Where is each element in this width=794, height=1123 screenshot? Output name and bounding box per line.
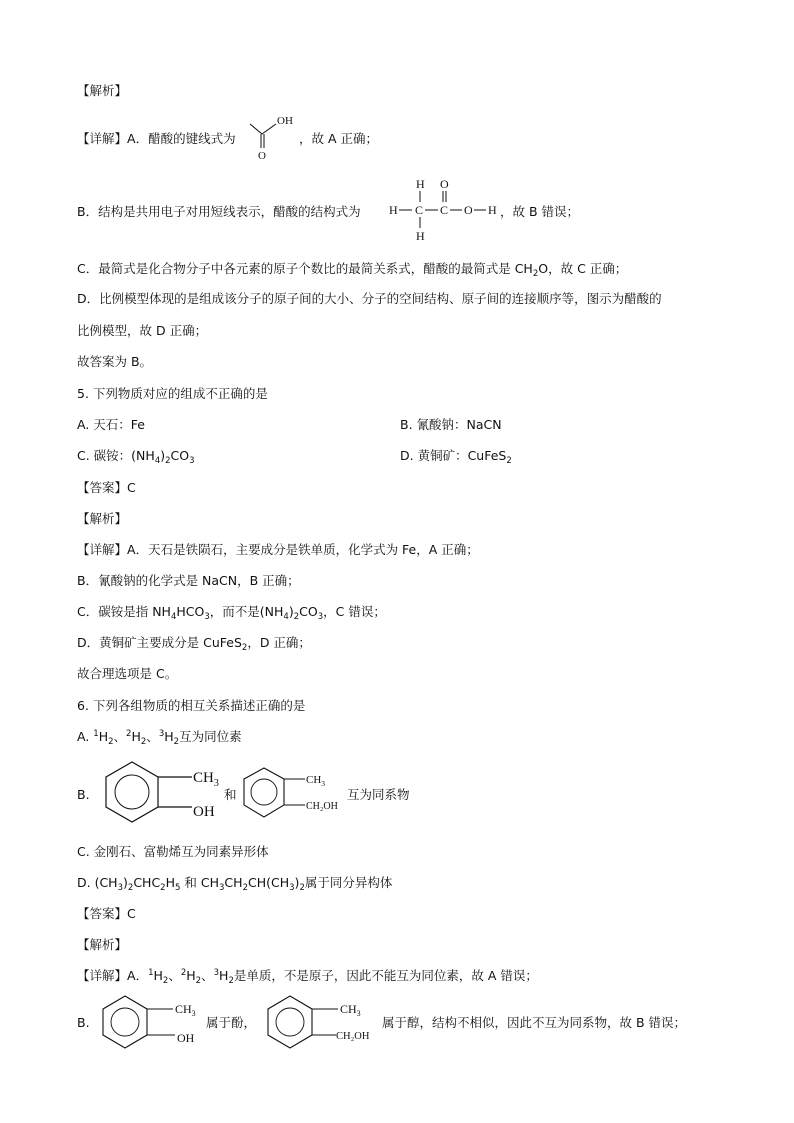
h: H bbox=[131, 729, 141, 744]
q5-exp-c1: C．碳铵是指 NH bbox=[77, 604, 171, 619]
q6-a-tail: 互为同位素 bbox=[179, 729, 242, 744]
q5-detail-c: C．碳铵是指 $NH_4HCO_3$，而不是$(NH_4)_2CO_3$，C 错误； bbox=[77, 604, 386, 622]
ch2oh-label: CH₂OH bbox=[306, 801, 338, 812]
q6-option-c: C. 金刚石、富勒烯互为同素异形体 bbox=[77, 844, 269, 859]
q5-exp-a: A．天石是铁陨石，主要成分是铁单质，化学式为 Fe，A 正确； bbox=[127, 542, 479, 557]
o-mid: O bbox=[464, 203, 473, 217]
detail-bracket: 【详解】 bbox=[77, 131, 128, 146]
acetic-acid-skeletal-formula bbox=[246, 110, 306, 162]
sub: 3 bbox=[289, 883, 295, 893]
q6-d-prefix: D. (CH bbox=[77, 875, 118, 890]
sub: 2 bbox=[506, 456, 512, 466]
q4-b-prefix: B．结构是共用电子对用短线表示，醋酸的结构式为 bbox=[77, 204, 361, 219]
q6-d-mid1: CHC bbox=[133, 875, 161, 890]
q5-exp-d2: ，D 正确； bbox=[247, 635, 311, 650]
q5-option-a: A. 天石：Fe bbox=[77, 417, 145, 432]
q5-exp-c4: ，C 错误； bbox=[323, 604, 386, 619]
sub: 5 bbox=[175, 883, 181, 893]
sub: 2 bbox=[532, 269, 539, 279]
oh-label: OH bbox=[277, 115, 293, 127]
sub: 2 bbox=[162, 976, 169, 986]
sub: 2 bbox=[228, 976, 234, 986]
sub: 4 bbox=[283, 612, 289, 622]
q6-option-d: D. $(CH_3)_2CHC_2H_5$ 和 $CH_3CH_2CH(CH_3)_2$属于同分异构体 bbox=[77, 875, 393, 893]
q5-stem: 5. 下列物质对应的组成不正确的是 bbox=[77, 386, 268, 401]
acetic-acid-structural-formula bbox=[388, 174, 504, 246]
ch3-label: $CH_3$ bbox=[175, 1002, 196, 1018]
ch2oh-label: CH₂OH bbox=[336, 1031, 370, 1042]
q6-answer-value: C bbox=[127, 906, 136, 921]
sub: 4 bbox=[154, 456, 161, 466]
2-methylbenzyl-alcohol-structure bbox=[239, 764, 349, 826]
q4-detail-c bbox=[77, 260, 627, 278]
h-bottom: H bbox=[416, 229, 425, 243]
q6-a-label: A. bbox=[77, 729, 94, 744]
q6-b-and: 和 bbox=[224, 787, 237, 802]
q6-exp-b-mid: 属于酚， bbox=[206, 1015, 257, 1030]
sub: 2 bbox=[242, 883, 248, 893]
q5-conclusion: 故合理选项是 C。 bbox=[77, 666, 178, 681]
sep: 、 bbox=[168, 968, 181, 983]
sup: 1 bbox=[148, 968, 154, 978]
q4-c-suffix: O，故 C 正确； bbox=[538, 261, 628, 276]
q6-exp-a-tail: 是单质，不是原子，因此不能互为同位素，故 A 错误； bbox=[233, 968, 538, 983]
oh-label: OH bbox=[193, 804, 215, 820]
q5-answer bbox=[77, 479, 136, 497]
analysis-heading: 【解析】 bbox=[77, 83, 128, 98]
sub: 3 bbox=[117, 883, 123, 893]
sub: 3 bbox=[189, 456, 195, 466]
q6-d-tail: 属于同分异构体 bbox=[304, 875, 393, 890]
sub: 3 bbox=[204, 612, 210, 622]
answer-bracket: 【答案】 bbox=[77, 906, 128, 921]
q4-detail-d-line2: 比例模型，故 D 正确； bbox=[77, 323, 208, 338]
q4-b-suffix: ，故 B 错误； bbox=[500, 204, 580, 219]
sep: 、 bbox=[113, 729, 127, 744]
q6-analysis-heading: 【解析】 bbox=[77, 937, 128, 952]
sub: 2 bbox=[160, 883, 166, 893]
sup: 3 bbox=[213, 968, 220, 978]
sep: 、 bbox=[201, 968, 214, 983]
sub: 4 bbox=[170, 612, 177, 622]
sep: 、 bbox=[146, 729, 159, 744]
sub: 3 bbox=[317, 612, 324, 622]
q5-exp-c2: HCO bbox=[176, 604, 205, 619]
sub: 2 bbox=[241, 643, 248, 653]
q5-analysis-heading: 【解析】 bbox=[77, 511, 128, 526]
q6-stem: 6. 下列各组物质的相互关系描述正确的是 bbox=[77, 698, 306, 713]
sub: 2 bbox=[165, 456, 171, 466]
sup: 3 bbox=[158, 729, 165, 739]
q4-conclusion: 故答案为 B。 bbox=[77, 354, 153, 369]
o-cresol-structure-small bbox=[97, 992, 207, 1054]
sub: 2 bbox=[173, 737, 180, 747]
q6-option-a bbox=[77, 728, 242, 746]
sub: 2 bbox=[195, 976, 202, 986]
q6-option-b-label: B. bbox=[77, 787, 90, 802]
q5-d-text: D. 黄铜矿：CuFeS bbox=[400, 448, 507, 463]
q4-detail-d-line1: D．比例模型体现的是组成该分子的原子间的大小、分子的空间结构、原子间的连接顺序等，图示为醋酸的 bbox=[77, 291, 662, 306]
sub: 3 bbox=[219, 883, 225, 893]
q6-detail-a bbox=[77, 967, 538, 985]
q4-c-text: C．最简式是化合物分子中各元素的原子个数比的最简关系式，醋酸的最简式是 CH bbox=[77, 261, 533, 276]
sup: 2 bbox=[126, 729, 132, 739]
h-right: H bbox=[488, 203, 497, 217]
ch3-label: $CH_3$ bbox=[306, 774, 326, 788]
q6-exp-a-prefix: A． bbox=[127, 968, 149, 983]
h-top: H bbox=[416, 177, 425, 191]
oh-label: OH bbox=[177, 1031, 195, 1045]
q5-c-text: C. 碳铵：(NH bbox=[77, 448, 155, 463]
q6-b-tail: 互为同系物 bbox=[347, 787, 410, 802]
q6-d-and: 和 CH bbox=[180, 875, 219, 890]
detail-bracket: 【详解】 bbox=[77, 542, 128, 557]
q6-answer bbox=[77, 905, 136, 923]
q5-option-b: B. 氰酸钠：NaCN bbox=[400, 417, 502, 432]
h: H bbox=[164, 729, 174, 744]
q5-option-c: C. 碳铵：$(NH_4)_2CO_3$ bbox=[77, 448, 195, 466]
h-left: H bbox=[389, 203, 398, 217]
o-label: O bbox=[258, 150, 266, 162]
detail-bracket: 【详解】 bbox=[77, 968, 128, 983]
q4-detail-a bbox=[77, 130, 236, 148]
ch3-label: $CH_3$ bbox=[340, 1002, 361, 1018]
answer-bracket: 【答案】 bbox=[77, 480, 128, 495]
h: H bbox=[153, 968, 163, 983]
q5-exp-d1: D．黄铜矿主要成分是 CuFeS bbox=[77, 635, 242, 650]
o-cresol-structure bbox=[96, 758, 226, 828]
2-methylbenzyl-alcohol-structure-small bbox=[262, 992, 382, 1054]
q5-option-d bbox=[400, 447, 512, 465]
q5-detail-a bbox=[77, 541, 479, 559]
q6-exp-b-tail: 属于醇，结构不相似，因此不互为同系物，故 B 错误； bbox=[382, 1015, 687, 1030]
q5-answer-value: C bbox=[127, 480, 136, 495]
q5-detail-b: B．氰酸钠的化学式是 NaCN，B 正确； bbox=[77, 573, 300, 588]
c-2: C bbox=[440, 203, 449, 217]
q5-exp-c3: ，而不是(NH bbox=[209, 604, 284, 619]
q6-exp-b-label: B. bbox=[77, 1015, 90, 1030]
c-1: C bbox=[415, 203, 424, 217]
sub: 2 bbox=[299, 883, 305, 893]
o-top: O bbox=[440, 177, 449, 191]
q4-a-suffix: ，故 A 正确； bbox=[299, 131, 378, 146]
sub: 2 bbox=[127, 883, 134, 893]
sub: 2 bbox=[108, 737, 114, 747]
ch3-label: $CH_3$ bbox=[193, 770, 219, 789]
h: H bbox=[98, 729, 109, 744]
sup: 2 bbox=[180, 968, 187, 978]
q4-a-prefix: A．醋酸的键线式为 bbox=[127, 131, 236, 146]
q5-detail-d bbox=[77, 634, 311, 652]
sup: 1 bbox=[93, 729, 99, 739]
sub: 2 bbox=[140, 737, 147, 747]
sub: 2 bbox=[293, 612, 300, 622]
h: H bbox=[219, 968, 229, 983]
h: H bbox=[186, 968, 196, 983]
